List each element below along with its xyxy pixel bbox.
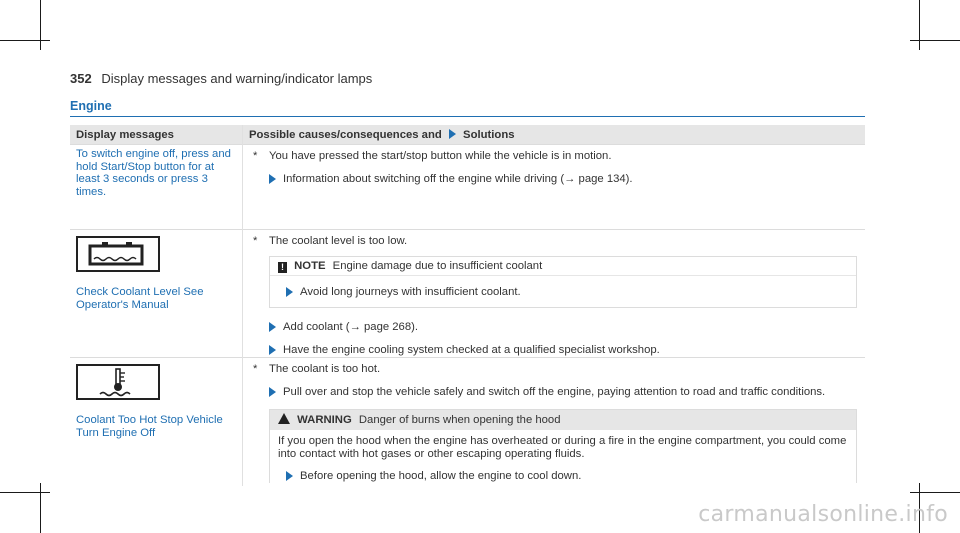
- action-step: [253, 172, 865, 186]
- message-label: Check Coolant Level See Operator's Manual: [76, 286, 204, 311]
- action-arrow-icon: [286, 287, 293, 297]
- section-title: Engine: [70, 99, 112, 113]
- section-rule: [70, 116, 865, 117]
- note-heading: Engine damage due to insufficient coolant: [332, 260, 543, 272]
- action-text: Add coolant (→ page 268).: [283, 321, 419, 333]
- warning-text: If you open the hood when the engine has overheated or during a fire in the engine compartment, you could come into contact with hot gases or other escaping operating fluids.: [278, 435, 847, 460]
- cause-text: You have pressed the start/stop button while the vehicle is in motion.: [269, 150, 612, 162]
- watermark: carmanualsonline.info: [698, 502, 948, 527]
- note-title: NOTE: [294, 260, 326, 272]
- col-causes-solutions: [243, 125, 866, 145]
- causes-cell: [243, 230, 866, 358]
- col-display-messages: Display messages: [70, 125, 243, 145]
- message-cell: [70, 358, 243, 486]
- exclamation-icon: !: [278, 262, 287, 273]
- warning-heading: Danger of burns when opening the hood: [358, 414, 561, 426]
- table-header-row: [70, 125, 865, 145]
- message-cell: [70, 230, 243, 358]
- messages-table: [70, 125, 865, 486]
- cause-text: The coolant level is too low.: [269, 235, 408, 247]
- crop-mark: [0, 40, 50, 41]
- solution-arrow-icon: [449, 129, 456, 139]
- action-arrow-icon: [286, 471, 293, 481]
- crop-mark: [910, 40, 960, 41]
- action-text: Information about switching off the engine while driving (→ page 134).: [283, 173, 633, 185]
- note-action-text: Avoid long journeys with insufficient coolant.: [300, 286, 521, 298]
- message-cell: [70, 145, 243, 230]
- crop-mark: [40, 0, 41, 50]
- bullet-star: *: [253, 150, 258, 162]
- action-step: [253, 385, 865, 399]
- note-box: [269, 256, 857, 308]
- warning-box: [269, 409, 857, 483]
- message-label: Coolant Too Hot Stop Vehicle Turn Engine Off: [76, 414, 223, 439]
- crop-mark: [40, 483, 41, 533]
- warning-action-text: Before opening the hood, allow the engine to cool down.: [300, 470, 582, 482]
- col2-header-solutions: Solutions: [463, 128, 515, 141]
- coolant-level-icon: [76, 236, 160, 272]
- warning-header: [270, 410, 856, 430]
- action-text: Pull over and stop the vehicle safely and switch off the engine, paying attention to road and traffic conditions.: [283, 386, 826, 398]
- message-label: To switch engine off, press and hold Start/Stop button for at least 3 seconds or press 3 times.: [76, 148, 231, 198]
- coolant-temperature-icon: [76, 364, 160, 400]
- crop-mark: [0, 492, 50, 493]
- col2-header-text: Possible causes/consequences and: [249, 128, 442, 141]
- page-number: 352: [70, 71, 92, 86]
- note-header: [270, 257, 856, 276]
- table-row: [70, 145, 865, 230]
- warning-title: WARNING: [297, 414, 352, 426]
- action-arrow-icon: [269, 322, 276, 332]
- cause-bullet: [253, 362, 865, 376]
- cause-bullet: [253, 234, 865, 248]
- crop-mark: [919, 0, 920, 50]
- crop-mark: [910, 492, 960, 493]
- warning-triangle-icon: [278, 413, 290, 424]
- running-header: [70, 71, 372, 86]
- cause-text: The coolant is too hot.: [269, 363, 381, 375]
- note-body: [270, 276, 856, 307]
- action-step: [253, 320, 865, 334]
- table-row: [70, 358, 865, 486]
- action-arrow-icon: [269, 345, 276, 355]
- action-text: Have the engine cooling system checked at a qualified specialist workshop.: [283, 344, 660, 356]
- bullet-star: *: [253, 363, 258, 375]
- cause-bullet: [253, 149, 865, 163]
- warning-action: [270, 461, 856, 483]
- action-arrow-icon: [269, 174, 276, 184]
- causes-cell: [243, 358, 866, 486]
- action-step: [253, 343, 865, 357]
- bullet-star: *: [253, 235, 258, 247]
- table-row: [70, 230, 865, 358]
- header-title: Display messages and warning/indicator lamps: [101, 71, 373, 86]
- action-arrow-icon: [269, 387, 276, 397]
- causes-cell: [243, 145, 866, 230]
